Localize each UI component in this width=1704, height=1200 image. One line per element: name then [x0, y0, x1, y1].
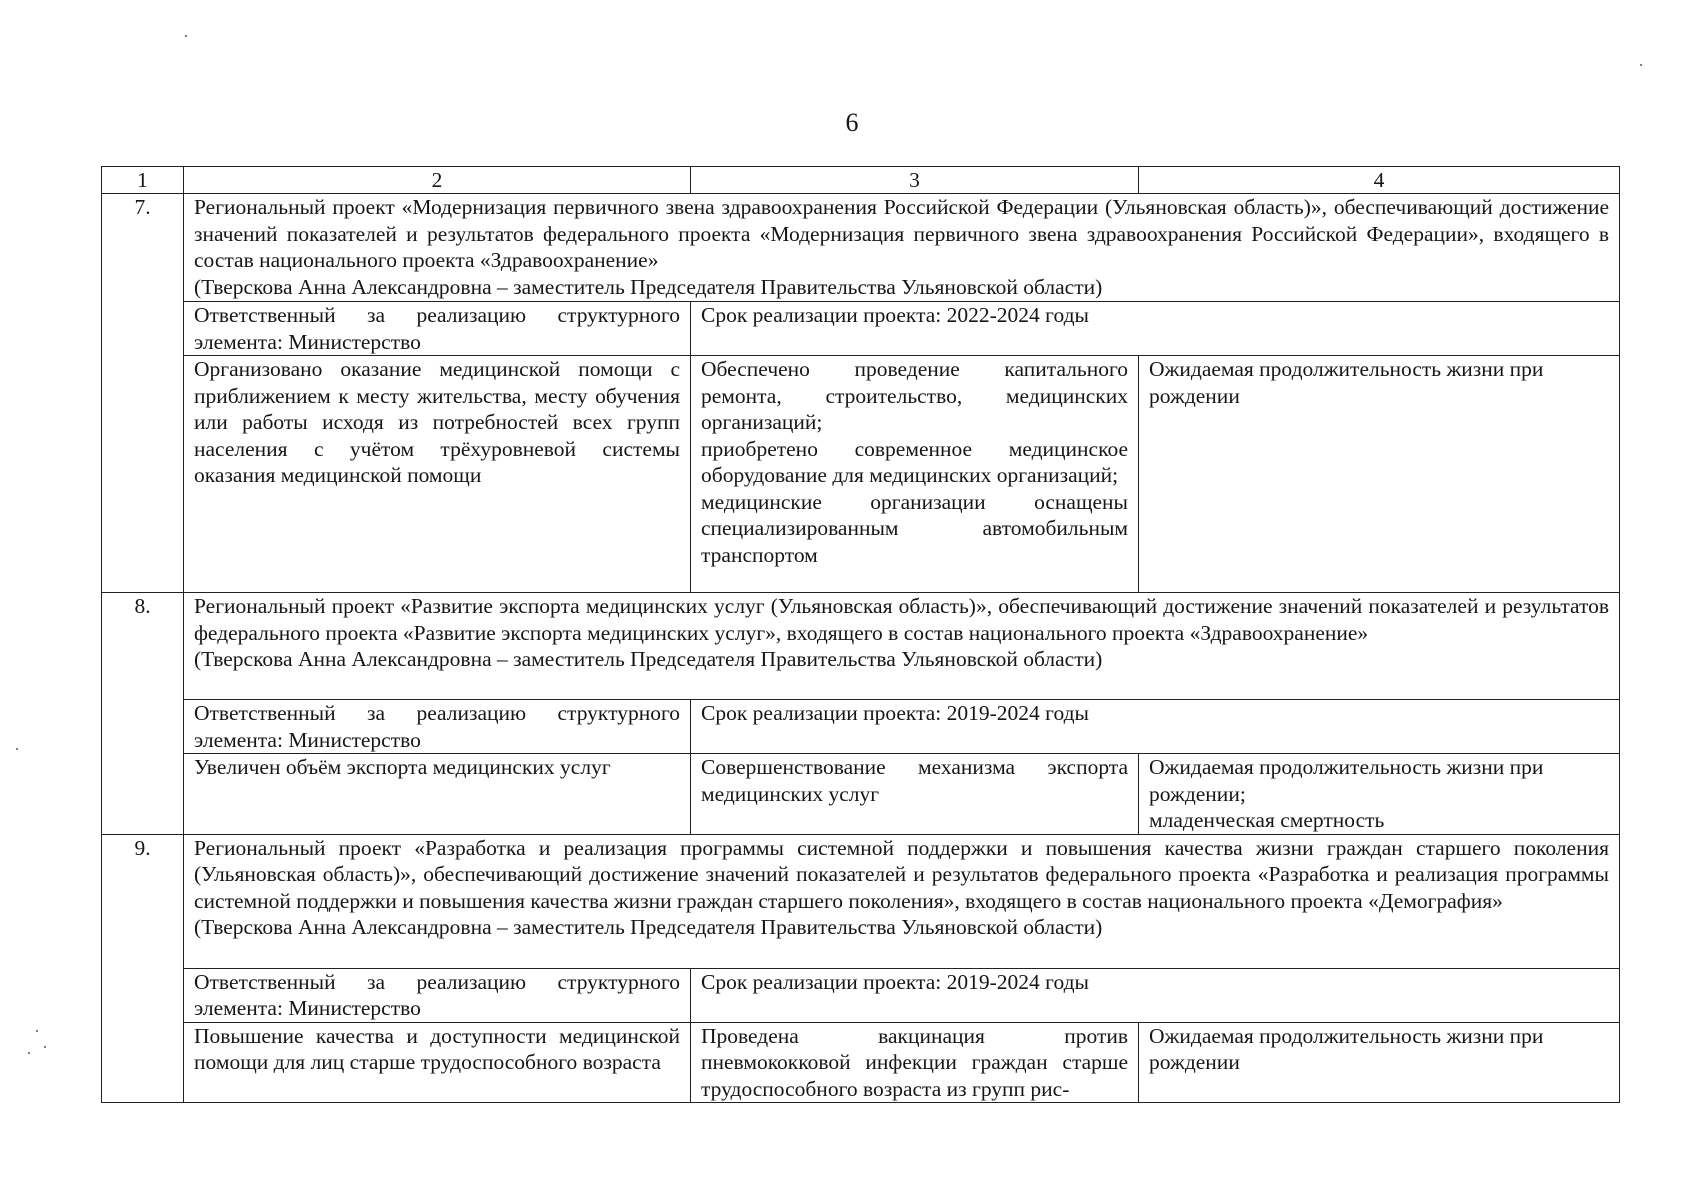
project-title: Региональный проект «Разработка и реализация программы системной поддержки и повышения качества жизни граждан старшего поколения (Ульяновская область)», обеспечивающий достижение значений показателей и результатов федерального проекта «Разработка и реализация программы системной поддержки и повышения качества жизни граждан старшего поколения», входящего в состав национального проекта «Демография» — [194, 835, 1609, 913]
project-meta-row — [102, 968, 1620, 1022]
term-cell: Срок реализации проекта: 2019-2024 годы — [691, 700, 1620, 754]
result-item: Проведена вакцинация против пневмококковой инфекции граждан старше трудоспособного возраста из групп рис- — [701, 1023, 1128, 1101]
project-number: 7. — [102, 194, 184, 593]
project-number: 9. — [102, 834, 184, 1103]
project-details-row — [102, 356, 1620, 593]
project-curator: (Тверскова Анна Александровна – заместитель Председателя Правительства Ульяновской области) — [194, 274, 1103, 299]
column-header-4: 4 — [1139, 167, 1620, 194]
indicator-item: младенческая смертность — [1149, 808, 1385, 832]
project-title-cell — [184, 834, 1620, 968]
responsible-cell: Ответственный за реализацию структурного элемента: Министерство — [184, 302, 691, 356]
column-header-2: 2 — [184, 167, 691, 194]
column-header-1: 1 — [102, 167, 184, 194]
results-cell — [691, 1022, 1139, 1103]
indicator-item: Ожидаемая продолжительность жизни при рождении — [1149, 1023, 1544, 1074]
project-title-cell — [184, 194, 1620, 302]
project-title-row — [102, 834, 1620, 968]
responsible-cell: Ответственный за реализацию структурного элемента: Министерство — [184, 700, 691, 754]
scan-speck — [1640, 64, 1642, 66]
goal-cell: Увеличен объём экспорта медицинских услуг — [184, 754, 691, 835]
result-item: приобретено современное медицинское оборудование для медицинских организаций; — [701, 436, 1128, 487]
project-title: Региональный проект «Развитие экспорта медицинских услуг (Ульяновская область)», обеспечивающий достижение значений показателей и результатов федерального проекта «Развитие экспорта медицинских услуг», входящего в состав национального проекта «Здравоохранение» — [194, 594, 1609, 645]
scan-speck — [36, 1030, 38, 1032]
indicators-cell — [1139, 356, 1620, 593]
indicator-item: Ожидаемая продолжительность жизни при рождении; — [1149, 755, 1544, 806]
scan-speck — [16, 748, 18, 750]
project-details-row — [102, 754, 1620, 835]
result-item: Совершенствование механизма экспорта медицинских услуг — [701, 755, 1128, 806]
projects-table — [101, 166, 1620, 1103]
column-header-3: 3 — [691, 167, 1139, 194]
scan-speck — [44, 1046, 46, 1048]
result-item: медицинские организации оснащены специализированным автомобильным транспортом — [701, 489, 1128, 567]
scan-speck — [185, 35, 187, 37]
project-title-row — [102, 194, 1620, 302]
project-title-row — [102, 593, 1620, 700]
project-meta-row — [102, 302, 1620, 356]
indicator-item: Ожидаемая продолжительность жизни при рождении — [1149, 357, 1544, 408]
project-curator: (Тверскова Анна Александровна – заместитель Председателя Правительства Ульяновской области) — [194, 915, 1103, 939]
indicators-cell — [1139, 1022, 1620, 1103]
goal-cell: Организовано оказание медицинской помощи с приближением к месту жительства, месту обучения или работы исходя из потребностей всех групп населения с учётом трёхуровневой системы оказания медицинской помощи — [184, 356, 691, 593]
responsible-cell: Ответственный за реализацию структурного элемента: Министерство — [184, 968, 691, 1022]
results-cell — [691, 356, 1139, 593]
project-title-cell — [184, 593, 1620, 700]
results-cell — [691, 754, 1139, 835]
term-cell: Срок реализации проекта: 2019-2024 годы — [691, 968, 1620, 1022]
indicators-cell — [1139, 754, 1620, 835]
table-header-row — [102, 167, 1620, 194]
project-details-row — [102, 1022, 1620, 1103]
project-curator: (Тверскова Анна Александровна – заместитель Председателя Правительства Ульяновской области) — [194, 647, 1103, 671]
page-number: 6 — [845, 108, 859, 137]
goal-cell: Повышение качества и доступности медицинской помощи для лиц старше трудоспособного возраста — [184, 1022, 691, 1103]
term-cell: Срок реализации проекта: 2022-2024 годы — [691, 302, 1620, 356]
scan-speck — [28, 1052, 30, 1054]
result-item: Обеспечено проведение капитального ремонта, строительство, медицинских организаций; — [701, 357, 1128, 434]
project-number: 8. — [102, 593, 184, 835]
project-meta-row — [102, 700, 1620, 754]
project-title: Региональный проект «Модернизация первичного звена здравоохранения Российской Федерации (Ульяновская область)», обеспечивающий достижение значений показателей и результатов федерального проекта «Модернизация первичного звена здравоохранения Российской Федерации», входящего в состав национального проекта «Здравоохранение» — [194, 195, 1609, 272]
